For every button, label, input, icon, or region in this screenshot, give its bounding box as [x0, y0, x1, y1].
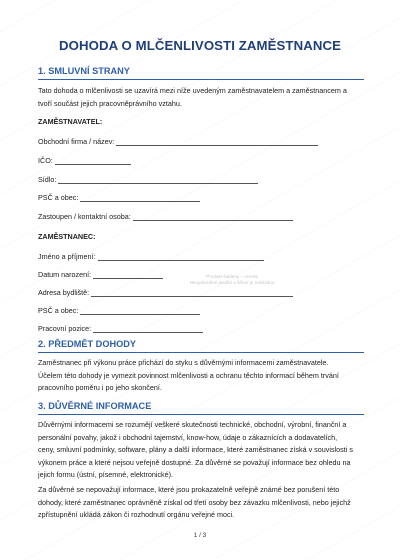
text-line: jejich formu (ústní, písemné, elektronické). [38, 470, 174, 480]
text-line: personální povahy, jakož i obchodní tajemství, know-how, údaje o zákaznících a dodavatelích, [38, 432, 338, 442]
text-line: zpřístupnění ukládá zákon či rozhodnutí orgánu veřejné moci. [38, 510, 235, 520]
blank-line[interactable] [91, 287, 293, 297]
section-heading-smluvni-strany: 1. SMLUVNÍ STRANY [38, 66, 130, 76]
text-line: dohody, které zaměstnanec oprávněně získal od třetí osoby bez závazku mlčenlivosti, nebo jejichž [38, 497, 351, 507]
exceptions-paragraph [38, 484, 366, 522]
employee-birthdate-field[interactable] [38, 267, 163, 279]
confidential-info-paragraph [38, 419, 366, 482]
employer-company-field[interactable] [38, 134, 318, 146]
section-heading-duverne-informace: 3. DŮVĚRNÉ INFORMACE [38, 401, 152, 411]
blank-line[interactable] [55, 155, 131, 165]
employee-heading: ZAMĚSTNANEC: [38, 232, 96, 241]
text-line: Zaměstnanec při výkonu práce přichází do styku s důvěrnými informacemi zaměstnavatele. [38, 358, 329, 367]
text-line: výkonem práce a které nejsou veřejně dostupné. Za důvěrné se považují informace bez ohledu na [38, 457, 351, 467]
text-line: Účelem této dohody je vymezit povinnost mlčenlivosti a ochranu těchto informací během trvání [38, 370, 339, 380]
text-line: Tato dohoda o mlčenlivosti se uzavírá mezi níže uvedeným zaměstnavatelem a zaměstnancem a [38, 86, 347, 95]
field-label: Jméno a příjmení: [38, 252, 96, 261]
field-label: Zastoupen / kontaktní osoba: [38, 212, 131, 221]
employee-position-field[interactable] [38, 321, 203, 333]
page-number: 1 / 3 [193, 532, 207, 539]
blank-line[interactable] [58, 174, 258, 184]
text-line: ceny, smluvní podmínky, software, plány a další informace, které zaměstnanec získá v souvislosti s [38, 445, 353, 455]
employer-postcode-field[interactable] [38, 190, 200, 202]
employer-ico-field[interactable] [38, 153, 131, 165]
section-heading-predmet-dohody: 2. PŘEDMĚT DOHODY [38, 339, 137, 349]
intro-paragraph [38, 85, 366, 110]
text-line: pracovního poměru i po jeho skončení. [38, 383, 162, 393]
employee-address-field[interactable] [38, 285, 293, 297]
employer-contact-field[interactable] [38, 209, 293, 221]
section-divider [38, 79, 364, 80]
employer-heading: ZAMĚSTNAVATEL: [38, 117, 103, 126]
field-label: PSČ a obec: [38, 193, 79, 202]
document-title: DOHODA O MLČENLIVOSTI ZAMĚSTNANCE [59, 38, 341, 53]
employee-postcode-field[interactable] [38, 303, 200, 315]
field-label: Sídlo: [38, 175, 57, 184]
text-line: Důvěrnými informacemi se rozumějí veškeré skutečnosti technické, obchodní, výrobní, finanční a [38, 420, 347, 429]
text-line: tvoří součást jejich pracovněprávního vztahu. [38, 98, 182, 108]
blank-line[interactable] [98, 251, 264, 261]
field-label: IČO: [38, 156, 53, 165]
section-divider [38, 352, 364, 353]
blank-line[interactable] [80, 305, 200, 315]
text-line: Za důvěrné se nepovažují informace, které jsou prokazatelně veřejně známé bez porušení této [38, 485, 340, 494]
blank-line[interactable] [93, 323, 203, 333]
field-label: Adresa bydliště: [38, 288, 90, 297]
watermark-line: Neoprávněné použití a šíření je zakázáno [189, 280, 275, 285]
blank-line[interactable] [80, 192, 200, 202]
watermark [152, 274, 312, 286]
watermark-line: Produkt šablony – vzorek [206, 274, 258, 279]
field-label: Datum narození: [38, 270, 92, 279]
employer-seat-field[interactable] [38, 172, 258, 184]
field-label: PSČ a obec: [38, 306, 79, 315]
field-label: Pracovní pozice: [38, 324, 92, 333]
field-label: Obchodní firma / název: [38, 137, 115, 146]
blank-line[interactable] [116, 136, 318, 146]
section-divider [38, 414, 364, 415]
employee-name-field[interactable] [38, 249, 264, 261]
blank-line[interactable] [133, 211, 293, 221]
subject-paragraph [38, 357, 366, 395]
